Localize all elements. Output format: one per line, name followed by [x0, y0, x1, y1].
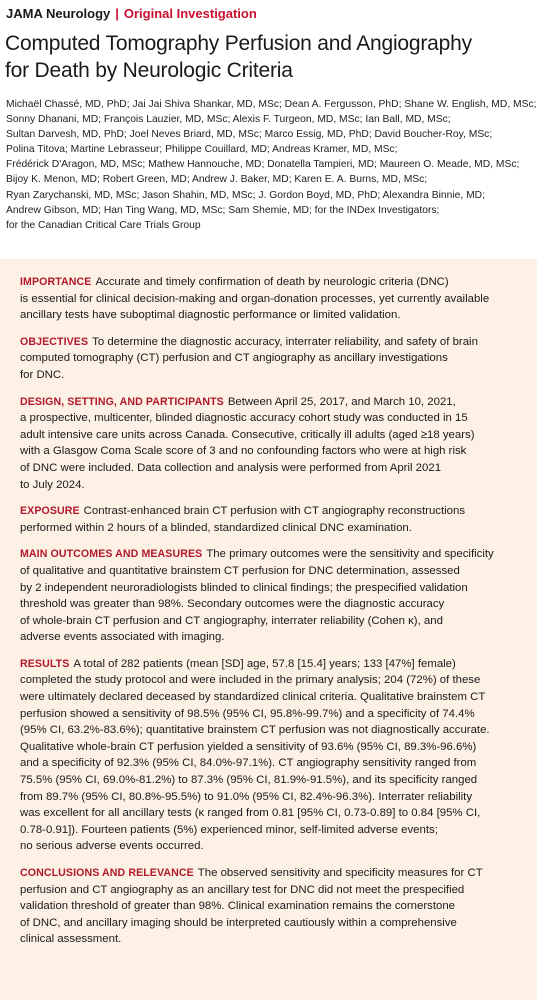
abstract-line: of DNC were included. Data collection and analysis were performed from April 2021: [20, 461, 442, 474]
section-heading: CONCLUSIONS AND RELEVANCE: [20, 867, 194, 879]
abstract-line: threshold was greater than 98%. Secondary outcomes were the diagnostic accuracy: [20, 598, 445, 611]
abstract-line: is essential for clinical decision-making and organ-donation processes, yet currently available: [20, 292, 490, 305]
abstract-line: by 2 independent neuroradiologists blinded to clinical findings; the prespecified validation: [20, 581, 468, 594]
section-heading: DESIGN, SETTING, AND PARTICIPANTS: [20, 395, 224, 408]
abstract-line: to July 2024.: [20, 478, 85, 491]
abstract-line: 0.78-0.91]). Fourteen patients (5%) experienced minor, self-limited adverse events;: [20, 823, 438, 836]
abstract-line: and a specificity of 92.3% (95% CI, 84.0%-97.1%). CT angiography sensitivity ranged from: [20, 757, 477, 770]
abstract-text: The observed sensitivity and specificity measures for CT: [197, 867, 483, 879]
abstract-section-conclusions: [20, 865, 523, 948]
title-line: Computed Tomography Perfusion and Angiography: [5, 32, 472, 55]
abstract-line: [20, 865, 523, 882]
abstract-line: completed the study protocol and were included in the primary analysis; 204 (72%) of these: [20, 674, 481, 687]
abstract-text: To determine the diagnostic accuracy, interrater reliability, and safety of brain: [92, 335, 478, 348]
abstract-line: with a Glasgow Coma Scale score of 3 and no confounding factors who were at high risk: [20, 445, 467, 458]
abstract-section-exposure: [20, 503, 523, 536]
abstract-line: [20, 656, 523, 673]
abstract-line: ancillary tests have suboptimal diagnostic performance or limited validation.: [20, 309, 401, 322]
author-line: Ryan Zarychanski, MD, MSc; Jason Shahin, MD, MSc; J. Gordon Boyd, MD, PhD; Alexandra Binnie, MD;: [6, 189, 485, 201]
abstract-section-results: [20, 656, 523, 855]
abstract-line: were ultimately declared deceased by standardized clinical criteria. Qualitative brainstem CT: [20, 691, 486, 704]
section-heading: IMPORTANCE: [20, 276, 92, 288]
journal-name: JAMA Neurology: [6, 6, 111, 21]
author-line: Sonny Dhanani, MD; François Lauzier, MD, MSc; Alexis F. Turgeon, MD, MSc; Ian Ball, MD, MSc;: [6, 114, 451, 126]
abstract-line: of qualitative and quantitative brainstem CT perfusion for DNC determination, assessed: [20, 564, 460, 577]
abstract-line: validation threshold of greater than 98%. Clinical examination remains the cornerstone: [20, 900, 455, 913]
abstract-line: of DNC, and ancillary imaging should be interpreted cautiously within a comprehensive: [20, 916, 457, 929]
abstract-text: Between April 25, 2017, and March 10, 2021,: [227, 395, 456, 408]
abstract-text: A total of 282 patients (mean [SD] age, 57.8 [15.4] years; 133 [47%] female): [73, 657, 456, 670]
article-title: [5, 30, 535, 84]
abstract-line: adverse events associated with imaging.: [20, 631, 225, 644]
author-line: Polina Titova; Martine Lebrasseur; Philippe Couillard, MD; Andreas Kramer, MD, MSc;: [6, 144, 398, 156]
abstract-line: was excellent for all ancillary tests (κ ranged from 0.81 [95% CI, 0.73-0.89] to 0.84 [95% CI,: [20, 807, 481, 820]
abstract-line: computed tomography (CT) perfusion and CT angiography as ancillary investigations: [20, 352, 448, 365]
abstract-section-objectives: [20, 334, 523, 384]
article-type: Original Investigation: [123, 6, 257, 21]
abstract-section-importance: [20, 274, 523, 324]
abstract-line: adult intensive care units across Canada. Consecutive, critically ill adults (aged ≥18 years): [20, 428, 475, 441]
abstract-line: [20, 503, 523, 520]
abstract-line: clinical assessment.: [20, 933, 122, 946]
author-line: Sultan Darvesh, MD, PhD; Joel Neves Briard, MD, MSc; Marco Essig, MD, PhD; David Boucher-Roy, MSc;: [6, 129, 493, 141]
header-separator: |: [115, 6, 119, 21]
abstract-line: [20, 274, 523, 291]
abstract-text: Accurate and timely confirmation of death by neurologic criteria (DNC): [95, 276, 449, 288]
section-heading: RESULTS: [20, 657, 70, 670]
abstract-line: perfusion and CT angiography as an ancillary test for DNC did not meet the prespecified: [20, 883, 465, 896]
abstract-line: of whole-brain CT perfusion and CT angiography, interrater reliability (Cohen κ), and: [20, 614, 443, 627]
abstract-text: Contrast-enhanced brain CT perfusion with CT angiography reconstructions: [83, 505, 466, 518]
author-line: for the Canadian Critical Care Trials Group: [6, 219, 201, 231]
author-line: Bijoy K. Menon, MD; Robert Green, MD; Andrew J. Baker, MD; Karen E. A. Burns, MD, MSc;: [6, 174, 428, 186]
abstract-section-design: [20, 394, 523, 494]
abstract-line: from 89.7% (95% CI, 80.8%-95.5%) to 91.0% (95% CI, 82.4%-96.3%). Interrater reliability: [20, 790, 473, 803]
abstract-line: perfusion showed a sensitivity of 98.5% (95% CI, 95.8%-99.7%) and a specificity of 74.4%: [20, 707, 475, 720]
abstract-line: 75.5% (95% CI, 69.0%-81.2%) to 87.3% (95% CI, 81.9%-91.5%), and its specificity ranged: [20, 774, 478, 787]
abstract-line: no serious adverse events occurred.: [20, 840, 204, 853]
section-heading: EXPOSURE: [20, 505, 80, 518]
section-heading: OBJECTIVES: [20, 335, 89, 348]
abstract-line: for DNC.: [20, 368, 65, 381]
title-line: for Death by Neurologic Criteria: [5, 59, 293, 82]
abstract-line: Qualitative whole-brain CT perfusion yielded a sensitivity of 93.6% (95% CI, 89.3%-96.6%): [20, 740, 477, 753]
author-line: Andrew Gibson, MD; Han Ting Wang, MD, MSc; Sam Shemie, MD; for the INDex Investigators;: [6, 204, 440, 216]
abstract-line: a prospective, multicenter, blinded diagnostic accuracy cohort study was conducted in 15: [20, 412, 468, 425]
abstract-section-outcomes: [20, 546, 523, 646]
author-list: [6, 97, 537, 233]
journal-header: [6, 6, 257, 21]
abstract-text: The primary outcomes were the sensitivity and specificity: [206, 548, 494, 561]
abstract-line: [20, 546, 523, 563]
section-heading: MAIN OUTCOMES AND MEASURES: [20, 548, 203, 561]
abstract-line: [20, 334, 523, 351]
author-line: Frédérick D'Aragon, MD, MSc; Mathew Hannouche, MD; Donatella Tampieri, MD; Maureen O. Meade, MD, MSc;: [6, 159, 520, 171]
abstract-line: [20, 394, 523, 411]
abstract-box: [0, 259, 537, 1000]
abstract-line: (95% CI, 63.2%-83.6%); quantitative brainstem CT perfusion was not diagnostically accurate.: [20, 724, 490, 737]
abstract-line: performed within 2 hours of a blinded, standardized clinical DNC examination.: [20, 521, 412, 534]
author-line: Michaël Chassé, MD, PhD; Jai Jai Shiva Shankar, MD, MSc; Dean A. Fergusson, PhD; Shane W. English, MD, MSc;: [6, 99, 537, 110]
